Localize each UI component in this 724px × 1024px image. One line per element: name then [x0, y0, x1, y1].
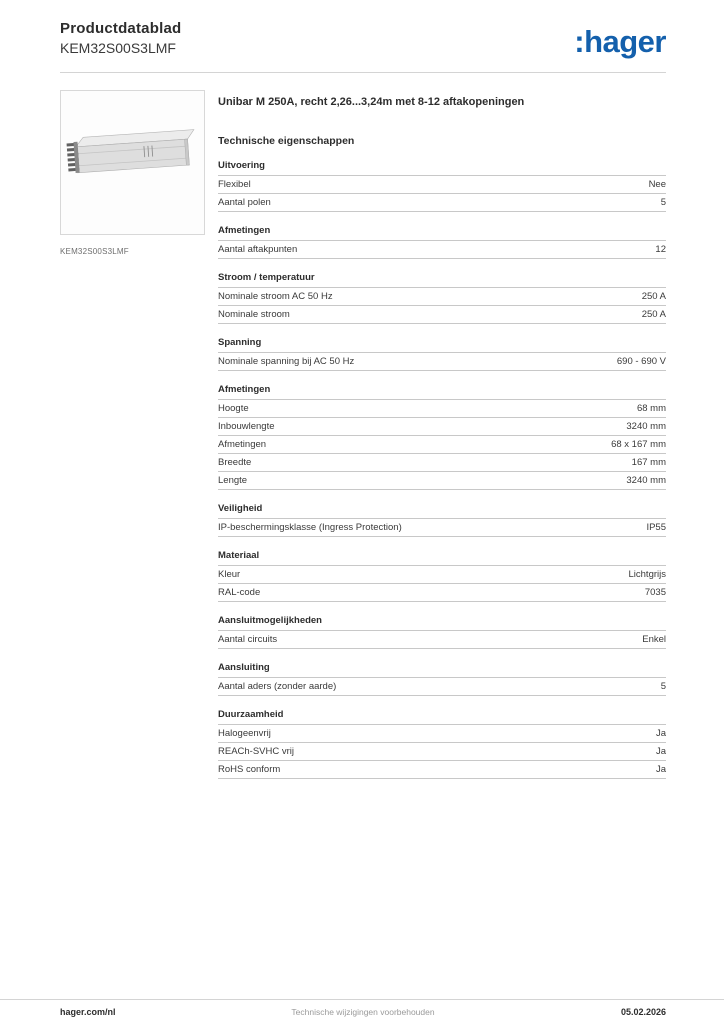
spec-label: Inbouwlengte: [218, 421, 275, 432]
spec-row: [218, 241, 666, 259]
spec-label: Aantal aders (zonder aarde): [218, 681, 337, 692]
document-type: Productdatablad: [60, 20, 182, 37]
spec-value: 68 mm: [636, 403, 666, 414]
spec-value: Lichtgrijs: [628, 569, 666, 580]
spec-section: [218, 550, 666, 602]
spec-section-heading: Uitvoering: [218, 160, 666, 176]
spec-section: [218, 615, 666, 649]
spec-value: Ja: [655, 746, 666, 757]
spec-row: [218, 725, 666, 743]
spec-label: RAL-code: [218, 587, 261, 598]
spec-row: [218, 194, 666, 212]
spec-value: 12: [655, 244, 666, 255]
footer-divider: [0, 999, 724, 1000]
spec-row: [218, 288, 666, 306]
spec-section-heading: Afmetingen: [218, 225, 666, 241]
spec-value: IP55: [646, 522, 666, 533]
spec-label: Kleur: [218, 569, 241, 580]
spec-value: Nee: [648, 179, 666, 190]
spec-row: [218, 306, 666, 324]
spec-label: Aantal polen: [218, 197, 271, 208]
hager-logo: :hager: [574, 24, 666, 59]
spec-value: 68 x 167 mm: [611, 439, 666, 450]
spec-row: [218, 743, 666, 761]
spec-label: Hoogte: [218, 403, 249, 414]
spec-row: [218, 176, 666, 194]
footer-date: 05.02.2026: [620, 1007, 666, 1017]
document-title-block: [60, 20, 181, 56]
spec-label: Breedte: [218, 457, 252, 468]
spec-row: [218, 566, 666, 584]
spec-value: 7035: [644, 587, 666, 598]
document-header: [60, 20, 666, 57]
spec-value: 690 - 690 V: [616, 356, 666, 367]
spec-row: [218, 353, 666, 371]
spec-label: REACh-SVHC vrij: [218, 746, 295, 757]
spec-section-heading: Stroom / temperatuur: [218, 272, 666, 288]
spec-value: 5: [660, 197, 666, 208]
product-image-caption: KEM32S00S3LMF: [60, 247, 129, 256]
product-image-column: [60, 90, 205, 779]
spec-section: [218, 160, 666, 212]
spec-section: [218, 503, 666, 537]
spec-value: Ja: [655, 728, 666, 739]
spec-section: [218, 225, 666, 259]
spec-label: IP-beschermingsklasse (Ingress Protection): [218, 522, 402, 533]
product-title: Unibar M 250A, recht 2,26...3,24m met 8-12 aftakopeningen: [218, 96, 525, 108]
spec-label: Halogeenvrij: [218, 728, 271, 739]
spec-row: [218, 678, 666, 696]
document-footer: [60, 1007, 666, 1017]
spec-label: Lengte: [218, 475, 248, 486]
spec-value: 250 A: [641, 291, 666, 302]
spec-section-heading: Materiaal: [218, 550, 666, 566]
spec-section: [218, 272, 666, 324]
spec-row: [218, 454, 666, 472]
spec-section: [218, 384, 666, 490]
spec-sections: [218, 160, 666, 779]
spec-label: Aantal circuits: [218, 634, 278, 645]
spec-section-heading: Spanning: [218, 337, 666, 353]
technical-properties-heading: Technische eigenschappen: [218, 135, 355, 147]
spec-value: 5: [660, 681, 666, 692]
spec-value: 3240 mm: [626, 475, 666, 486]
spec-section: [218, 337, 666, 371]
product-code: KEM32S00S3LMF: [60, 40, 176, 56]
spec-label: Afmetingen: [218, 439, 267, 450]
spec-label: Nominale stroom: [218, 309, 290, 320]
spec-section-heading: Afmetingen: [218, 384, 666, 400]
specifications-column: [218, 90, 666, 779]
product-image: [60, 90, 205, 235]
footer-website-link[interactable]: hager.com/nl: [60, 1007, 116, 1017]
spec-row: [218, 436, 666, 454]
spec-section-heading: Duurzaamheid: [218, 709, 666, 725]
spec-row: [218, 631, 666, 649]
spec-section-heading: Veiligheid: [218, 503, 666, 519]
main-content: [60, 90, 666, 779]
spec-label: RoHS conform: [218, 764, 281, 775]
header-divider: [60, 72, 666, 73]
spec-section-heading: Aansluitmogelijkheden: [218, 615, 666, 631]
spec-row: [218, 472, 666, 490]
spec-label: Nominale spanning bij AC 50 Hz: [218, 356, 355, 367]
spec-row: [218, 584, 666, 602]
spec-value: Enkel: [642, 634, 666, 645]
spec-label: Nominale stroom AC 50 Hz: [218, 291, 333, 302]
spec-label: Flexibel: [218, 179, 251, 190]
spec-row: [218, 519, 666, 537]
spec-value: Ja: [655, 764, 666, 775]
spec-section: [218, 709, 666, 779]
spec-section: [218, 662, 666, 696]
spec-row: [218, 761, 666, 779]
spec-row: [218, 418, 666, 436]
spec-value: 167 mm: [631, 457, 666, 468]
spec-label: Aantal aftakpunten: [218, 244, 298, 255]
spec-value: 250 A: [641, 309, 666, 320]
busbar-product-drawing: [61, 91, 204, 234]
spec-section-heading: Aansluiting: [218, 662, 666, 678]
spec-value: 3240 mm: [626, 421, 666, 432]
footer-disclaimer: Technische wijzigingen voorbehouden: [291, 1007, 435, 1017]
spec-row: [218, 400, 666, 418]
